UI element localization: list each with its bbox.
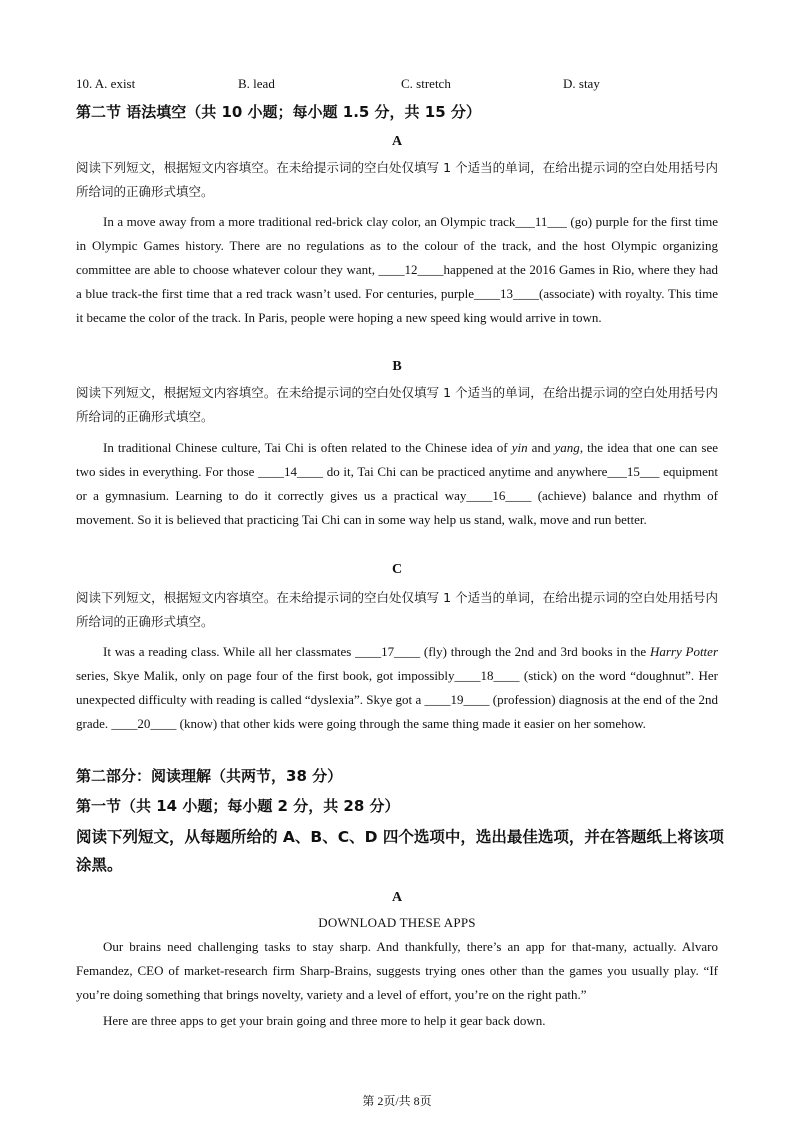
passage-c-text-part2: series, Skye Malik, only on page four of the first book, got impossibly____18____ (stick) on the word “doughnut”. Her unexpected difficulty with reading is called “dyslexia”. Skye got a ____19____ (profession) diagnosis at the end of the 2nd grade. ____20____ (know) that other kids were going through the same thing made it easier on her somehow. [76,668,718,731]
passage-b-yang: yang [554,440,580,455]
passage-c-text [76,640,718,736]
passage-b-text [76,436,718,532]
passage-a-letter: A [391,134,403,149]
option-d: D. stay [563,76,600,91]
page-footer: 第 2页/共 8页 [362,1094,432,1108]
passage-c-letter: C [391,562,403,577]
reading-a-letter: A [391,890,403,905]
passage-c-book-title: Harry Potter [649,644,718,659]
reading-a-para2: Here are three apps to get your brain going and three more to help it gear back down. [103,1013,546,1028]
passage-a-text: In a move away from a more traditional red-brick clay color, an Olympic track___11___ (go) purple for the first time in Olympic Games history. There are no regulations as to the colour of the track, and the host Olympic organizing committee are able to choose whatever colour they want, ____12____happened at the 2016 Games in Rio, where they had a blue track-the first time that a red track wasn’t used. For centuries, purple____13____(associate) with royalty. This time it became the color of the track. In Paris, people were hoping a new speed king would arrive in town. [76,214,718,325]
passage-c-instruction: 阅读下列短文，根据短文内容填空。在未给提示词的空白处仅填写 1 个适当的单词，在给出提示词的空白处用括号内所给词的正确形式填空。 [76,590,718,629]
passage-b-yin: yin [511,440,528,455]
option-b: B. lead [238,76,275,91]
part2-heading: 第二部分：阅读理解（共两节，38 分） [76,767,343,785]
passage-b-instruction: 阅读下列短文，根据短文内容填空。在未给提示词的空白处仅填写 1 个适当的单词，在给出提示词的空白处用括号内所给词的正确形式填空。 [76,385,718,424]
passage-a-instruction: 阅读下列短文，根据短文内容填空。在未给提示词的空白处仅填写 1 个适当的单词，在给出提示词的空白处用括号内所给词的正确形式填空。 [76,160,718,199]
passage-c-text-part1: It was a reading class. While all her classmates ____17____ (fly) through the 2nd and 3rd books in the [103,644,650,659]
part2-section1-heading: 第一节（共 14 小题；每小题 2 分，共 28 分） [76,797,400,815]
passage-b-text-part1: In traditional Chinese culture, Tai Chi is often related to the Chinese idea of [103,440,512,455]
question-10-options [76,76,736,94]
reading-instruction: 阅读下列短文，从每题所给的 A、B、C、D 四个选项中，选出最佳选项，并在答题纸上将该项涂黑。 [76,828,724,874]
reading-a-para1: Our brains need challenging tasks to stay sharp. And thankfully, there’s an app for that-many, actually. Alvaro Femandez, CEO of market-research firm Sharp-Brains, suggests trying ones other than the games you usually play. “If you’re doing something that brings novelty, variety and a level of effort, you’re on the right path.” [76,939,718,1002]
passage-b-text-part3: , the idea that one can see two sides in everything. For those ____14____ do it, Tai Chi can be practiced anytime and anywhere___15___ equipment or a gymnasium. Learning to do it correctly gives us a practical way____16____ (achieve) balance and rhythm of movement. So it is believed that practicing Tai Chi can in some way help us stand, walk, move and run better. [76,440,718,527]
passage-b-text-part2: and [527,440,555,455]
reading-a-title: DOWNLOAD THESE APPS [318,915,476,930]
option-a: 10. A. exist [76,76,136,91]
section2-heading: 第二节 语法填空（共 10 小题；每小题 1.5 分，共 15 分） [76,103,481,121]
option-c: C. stretch [401,76,451,91]
passage-b-letter: B [392,359,402,374]
